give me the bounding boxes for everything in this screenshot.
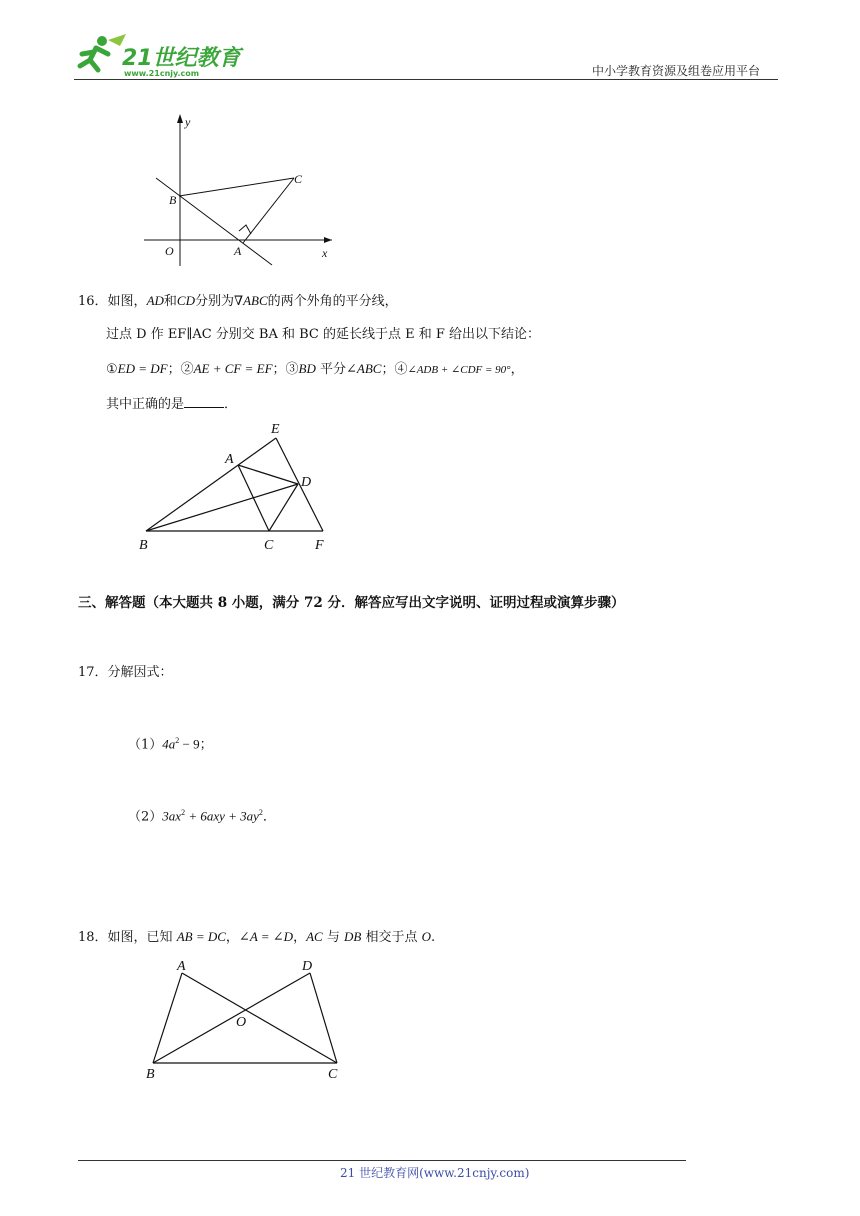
label-b: B (146, 1067, 155, 1082)
line-ef (276, 438, 323, 531)
q16-line3: ①ED = DF；②AE + CF = EF；③BD 平分∠ABC；④∠ADB + ∠CDF = 90°， (106, 361, 524, 377)
label-c: C (328, 1067, 338, 1082)
q17-line: 17．分解因式： (78, 665, 173, 680)
logo-text: 21世纪教育 (122, 46, 241, 71)
figure-coordinate-triangle (136, 110, 346, 268)
flag-icon (108, 34, 126, 46)
q16-line1: 16．如图，AD和CD分别为∇ABC的两个外角的平分线， (78, 293, 398, 309)
logo (74, 32, 244, 78)
label-b: B (169, 193, 177, 207)
label-b: B (139, 538, 148, 553)
label-c: C (264, 538, 274, 553)
label-a: A (234, 244, 242, 258)
figure-triangle-abc-def (134, 418, 344, 556)
line-bd (146, 484, 298, 531)
label-c: C (294, 172, 303, 186)
q16-line4: 其中正确的是 ． (106, 397, 238, 412)
logo-sub: www.21cnjy.com (124, 69, 200, 78)
label-f: F (315, 538, 324, 553)
line-be (146, 438, 276, 531)
runner-icon (80, 36, 108, 70)
q18-line: 18．如图，已知 AB = DC，∠A = ∠D，AC 与 DB 相交于点 O. (78, 929, 436, 945)
label-a: A (177, 959, 186, 974)
header-right-text: 中小学教育资源及组卷应用平台 (592, 64, 761, 78)
line-ac (238, 465, 269, 531)
q17-part1: $(1)4a^2 - 9$； (128, 736, 213, 753)
header-rule (74, 79, 778, 80)
footer-rule (78, 1160, 686, 1161)
label-o: O (165, 244, 174, 258)
q16-line2: 过点 D 作 EF∥AC 分别交 BA 和 BC 的延长线于点 E 和 F 给出以下结论： (106, 327, 541, 342)
label-a: A (225, 452, 234, 467)
line-ad (238, 465, 298, 484)
q17-part2: $(2)3ax^2 + 6axy + 3ay^2$． (128, 808, 276, 825)
label-d: D (302, 959, 313, 974)
label-d: D (301, 475, 312, 490)
figure-crossed-trapezoid (140, 955, 350, 1083)
label-x: x (322, 246, 328, 260)
line-bc (179, 178, 294, 196)
label-o: O (236, 1015, 247, 1030)
right-angle-mark (239, 225, 251, 234)
section-heading: 三、解答题（本大题共 8 小题，满分 72 分．解答应写出文字说明、证明过程或演算步骤） (78, 595, 625, 611)
footer-text: 21 世纪教育网(www.21cnjy.com) (340, 1166, 530, 1180)
label-y: y (185, 115, 191, 129)
label-e: E (271, 422, 280, 437)
line-db (153, 973, 310, 1063)
answer-blank (184, 395, 224, 408)
